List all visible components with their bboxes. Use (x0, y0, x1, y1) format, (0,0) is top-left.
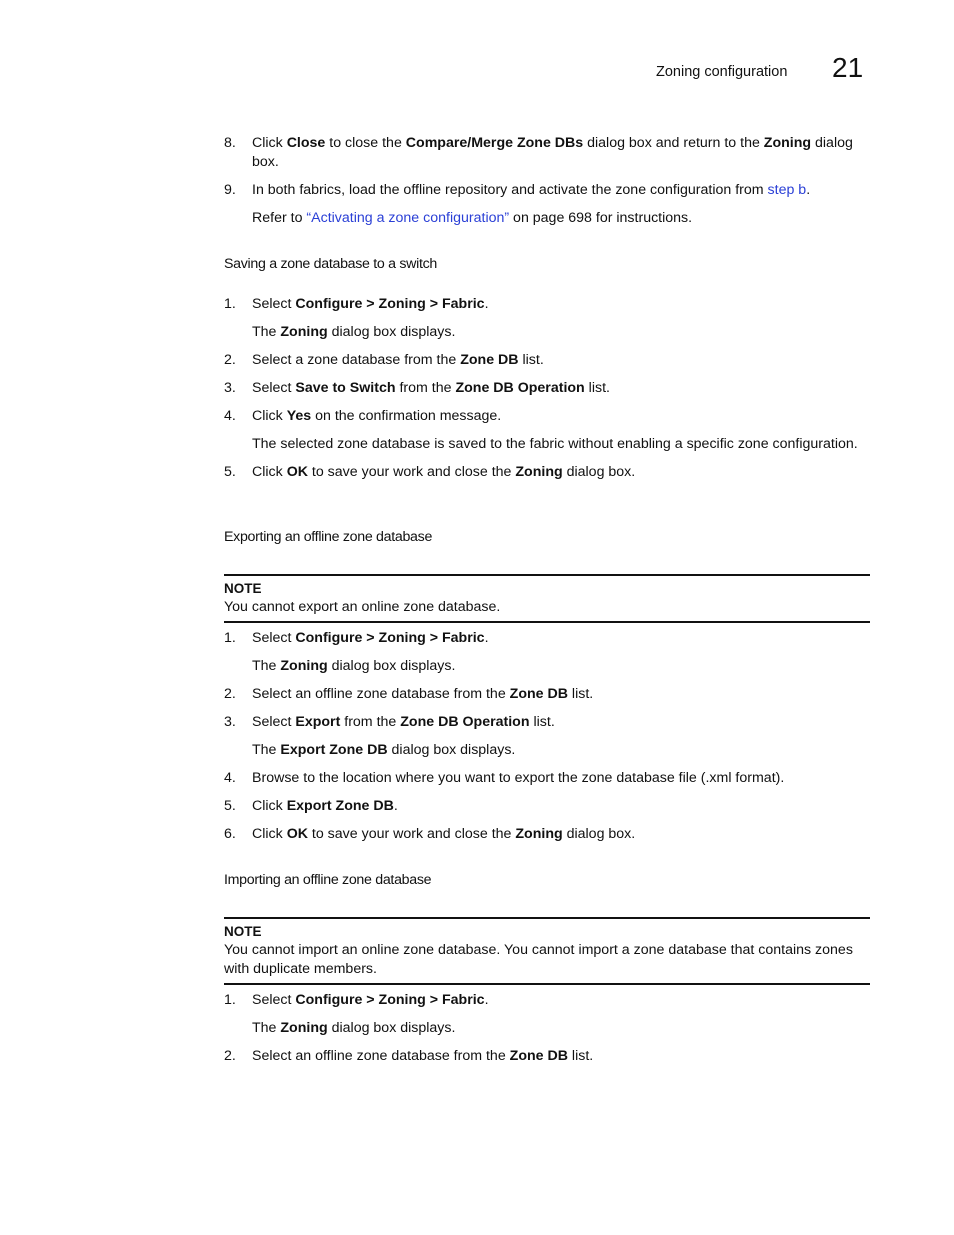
step-text: from the (395, 380, 456, 396)
ui-term: Export Zone DB (286, 798, 394, 814)
step-2 (224, 351, 870, 370)
ui-term: Zoning (515, 826, 563, 842)
step-3 (224, 713, 870, 732)
note-label: NOTE (224, 581, 262, 596)
ui-term: Configure > Zoning > Fabric (295, 630, 485, 646)
step-text: dialog box. (252, 135, 853, 170)
ui-term: Yes (286, 408, 312, 424)
ui-term: Save to Switch (295, 380, 396, 396)
activating-zone-config-link[interactable]: “Activating a zone configuration” (306, 210, 510, 226)
step-1-result (224, 323, 870, 342)
para-text: dialog box displays. (327, 324, 456, 340)
step-text: dialog box. (562, 464, 636, 480)
ui-term: Compare/Merge Zone DBs (405, 135, 584, 151)
step-9 (224, 181, 870, 200)
note-box-importing (224, 917, 870, 985)
importing-steps (224, 991, 870, 1075)
step-text: . (393, 798, 398, 814)
ui-term: Zoning (763, 135, 812, 151)
step-text: Select (252, 992, 296, 1008)
step-1 (224, 991, 870, 1010)
step-number: 3. (224, 380, 236, 396)
step-text: Select (252, 296, 296, 312)
step-1-result (224, 1019, 870, 1038)
step-1 (224, 629, 870, 648)
step-text: list. (584, 380, 610, 396)
ui-term: Zoning (515, 464, 563, 480)
step-text: from the (340, 714, 401, 730)
ui-term: Close (286, 135, 326, 151)
refer-paragraph (224, 209, 870, 228)
step-3-result (224, 741, 870, 760)
heading-saving: Saving a zone database to a switch (224, 256, 438, 272)
step-number: 2. (224, 352, 236, 368)
step-number: 2. (224, 686, 236, 702)
step-number: 8. (224, 135, 236, 151)
step-number: 3. (224, 714, 236, 730)
step-text: Browse to the location where you want to export the zone database file (.xml format). (252, 770, 785, 786)
step-4-result: The selected zone database is saved to the fabric without enabling a specific zone configuration. (252, 436, 858, 452)
step-text: Click (252, 464, 287, 480)
para-text: dialog box displays. (327, 658, 456, 674)
note-text: You cannot import an online zone database. You cannot import a zone database that contains zones with duplicate members. (224, 942, 853, 977)
para-text: on page 698 for instructions. (509, 210, 693, 226)
step-text: list. (567, 686, 594, 702)
step-number: 5. (224, 464, 236, 480)
step-text: Click (252, 798, 287, 814)
step-text: dialog box and return to the (583, 135, 764, 151)
step-text: to close the (325, 135, 406, 151)
chapter-number: 21 (832, 52, 864, 83)
ui-term: Export (295, 714, 341, 730)
step-text: . (484, 630, 489, 646)
ui-term: Export Zone DB (280, 742, 388, 758)
heading-exporting: Exporting an offline zone database (224, 529, 433, 545)
step-text: to save your work and close the (307, 464, 516, 480)
ui-term: Zoning (280, 324, 328, 340)
para-text: The (252, 742, 281, 758)
step-text: Select (252, 714, 296, 730)
para-text: The (252, 658, 281, 674)
para-text: dialog box displays. (327, 1020, 456, 1036)
para-text: dialog box displays. (387, 742, 516, 758)
step-text: . (484, 992, 489, 1008)
step-b-link[interactable]: step b (767, 182, 807, 198)
note-box-exporting (224, 574, 870, 623)
step-5 (224, 797, 870, 816)
step-4 (224, 769, 870, 788)
para-text: Refer to (252, 210, 307, 226)
step-text: list. (567, 1048, 594, 1064)
step-text: In both fabrics, load the offline repository and activate the zone configuration from (252, 182, 768, 198)
step-4 (224, 407, 870, 426)
continued-steps (224, 134, 870, 237)
step-3 (224, 379, 870, 398)
running-header-title: Zoning configuration (656, 64, 788, 80)
saving-steps (224, 295, 870, 491)
step-text: Click (252, 135, 287, 151)
note-label: NOTE (224, 924, 262, 939)
ui-term: Zone DB Operation (455, 380, 585, 396)
step-1-result (224, 657, 870, 676)
step-text: dialog box. (562, 826, 636, 842)
para-text: The (252, 324, 281, 340)
step-text: Select a zone database from the (252, 352, 461, 368)
step-number: 4. (224, 408, 236, 424)
step-text: Click (252, 408, 287, 424)
exporting-steps (224, 629, 870, 853)
step-text: . (806, 182, 811, 198)
step-number: 5. (224, 798, 236, 814)
step-text: Select an offline zone database from the (252, 1048, 510, 1064)
heading-importing: Importing an offline zone database (224, 872, 432, 888)
step-text: list. (518, 352, 544, 368)
step-text: Select (252, 380, 296, 396)
step-text: Select an offline zone database from the (252, 686, 510, 702)
step-number: 1. (224, 992, 236, 1008)
step-number: 6. (224, 826, 236, 842)
ui-term: Zoning (280, 1020, 328, 1036)
ui-term: Zone DB (460, 352, 519, 368)
step-text: on the confirmation message. (311, 408, 502, 424)
para-text: The (252, 1020, 281, 1036)
ui-term: Zone DB (509, 1048, 568, 1064)
step-number: 9. (224, 182, 236, 198)
ui-term: Zoning (280, 658, 328, 674)
ui-term: OK (286, 826, 308, 842)
step-number: 2. (224, 1048, 236, 1064)
ui-term: Configure > Zoning > Fabric (295, 992, 485, 1008)
ui-term: Zone DB Operation (400, 714, 530, 730)
step-text: list. (529, 714, 555, 730)
step-1 (224, 295, 870, 314)
ui-term: Configure > Zoning > Fabric (295, 296, 485, 312)
step-text: Select (252, 630, 296, 646)
ui-term: OK (286, 464, 308, 480)
ui-term: Zone DB (509, 686, 568, 702)
step-8 (224, 134, 870, 172)
note-text: You cannot export an online zone database. (224, 599, 501, 615)
step-number: 4. (224, 770, 236, 786)
step-6 (224, 825, 870, 844)
step-text: to save your work and close the (307, 826, 516, 842)
step-text: Click (252, 826, 287, 842)
step-2 (224, 685, 870, 704)
step-number: 1. (224, 296, 236, 312)
step-5 (224, 463, 870, 482)
step-number: 1. (224, 630, 236, 646)
step-2 (224, 1047, 870, 1066)
step-text: . (484, 296, 489, 312)
